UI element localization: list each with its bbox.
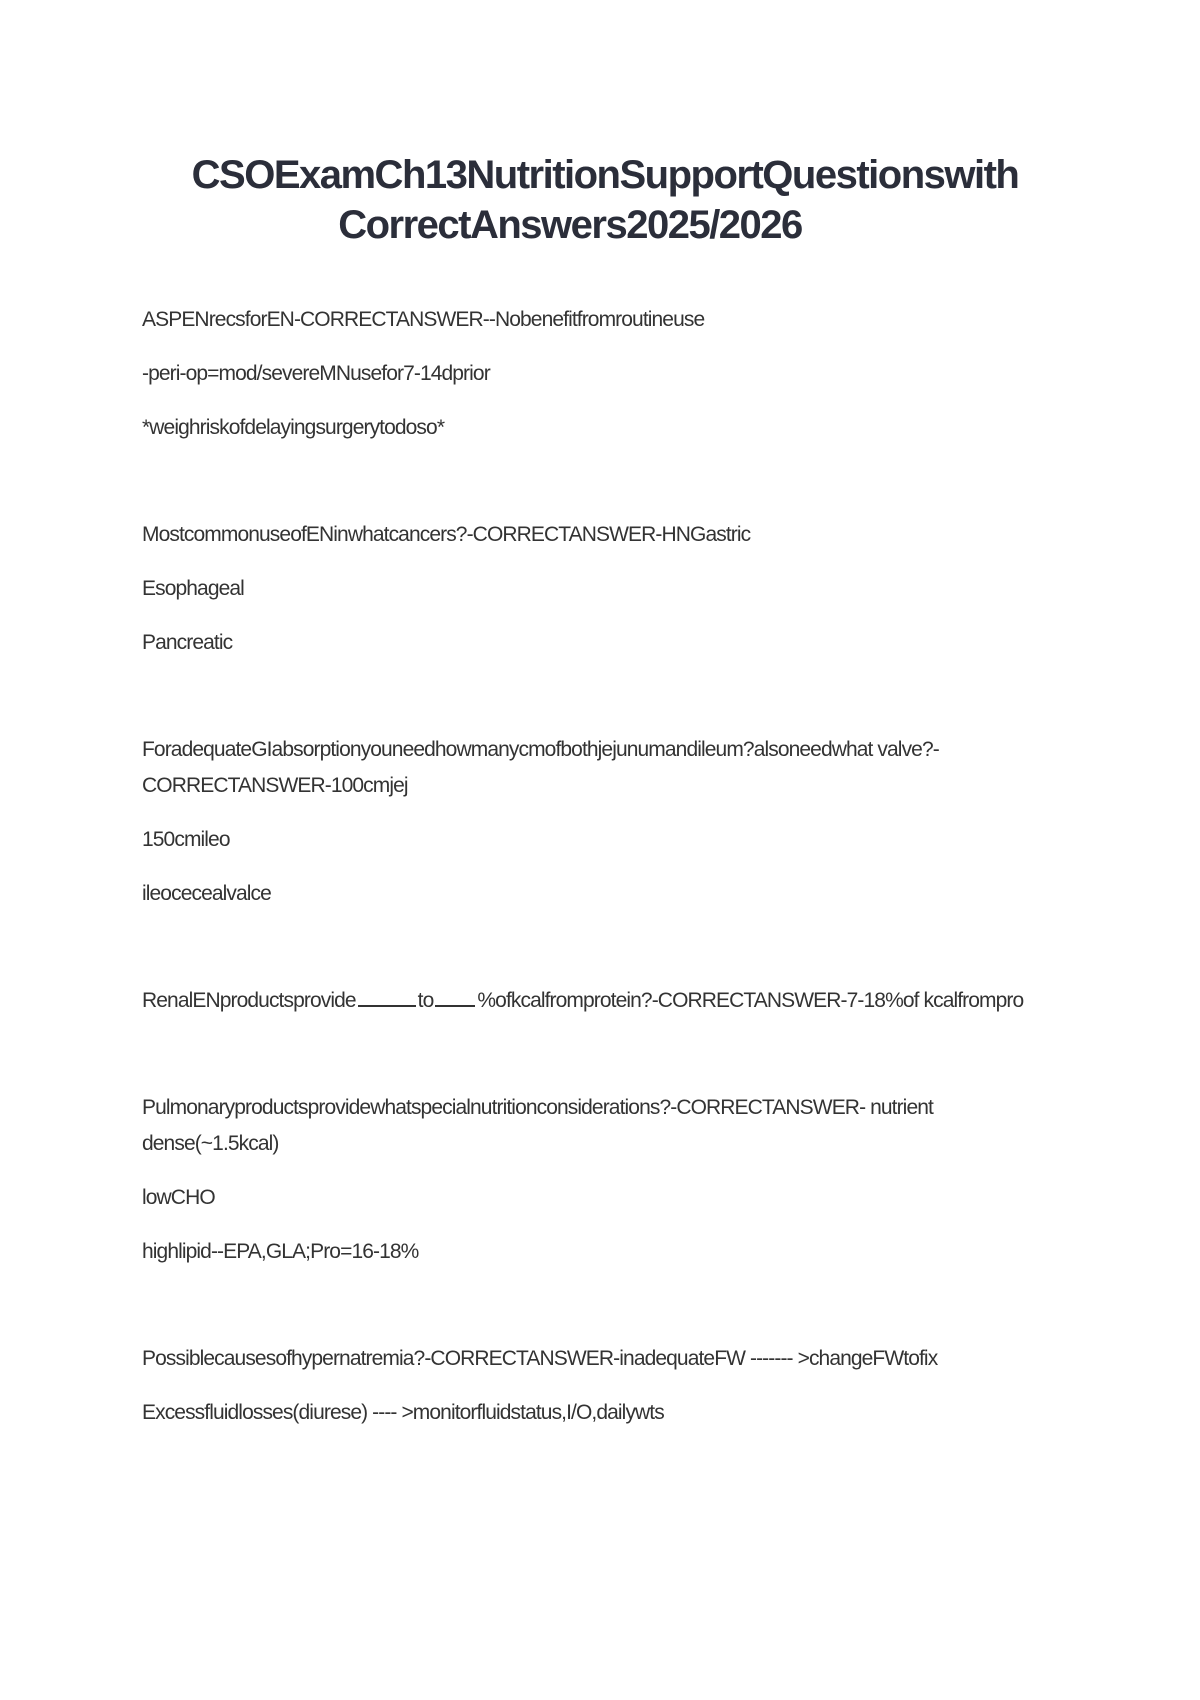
answer-text: 150cmileo (142, 828, 230, 851)
answer-text: -peri-op=mod/severeMNusefor7-14dprior (142, 362, 490, 385)
question-text-part: %ofkcalfromprotein?-CORRECTANSWER-7-18%of kcalfrompro (477, 989, 1024, 1012)
qa-item (142, 1341, 1047, 1431)
qa-item (142, 517, 1047, 661)
title-line-2: CorrectAnswers2025/2026 (338, 203, 802, 247)
question-text: MostcommonuseofENinwhatcancers?-CORRECTANSWER-HNGastric (142, 523, 751, 546)
fill-in-blank (435, 987, 475, 1007)
question-text: Possiblecausesofhypernatremia?-CORRECTANSWER-inadequateFW ------- >changeFWtofix (142, 1347, 938, 1370)
qa-list (142, 302, 1047, 1502)
qa-item (142, 302, 1047, 446)
question-text: ASPENrecsforEN-CORRECTANSWER--Nobenefitfromroutineuse (142, 308, 705, 331)
answer-text: Esophageal (142, 577, 244, 600)
answer-text: lowCHO (142, 1186, 215, 1209)
question-text: Pulmonaryproductsprovidewhatspecialnutritionconsiderations?-CORRECTANSWER- nutrient dense(~1.5kcal) (142, 1096, 933, 1155)
fill-in-blank (358, 987, 416, 1007)
answer-text: Pancreatic (142, 631, 233, 654)
document-title (0, 150, 1200, 250)
answer-text: Excessfluidlosses(diurese) ---- >monitorfluidstatus,I/O,dailywts (142, 1401, 664, 1424)
answer-text: highlipid--EPA,GLA;Pro=16-18% (142, 1240, 419, 1263)
qa-item (142, 732, 1047, 912)
qa-item (142, 1090, 1047, 1270)
question-text: ForadequateGIabsorptionyouneedhowmanycmofbothjejunumandileum?alsoneedwhat valve?-CORRECTANSWER-100cmjej (142, 738, 939, 797)
title-line-1: CSOExamCh13NutritionSupportQuestionswith (191, 153, 1019, 197)
answer-text: ileocecealvalce (142, 882, 271, 905)
question-text-part: RenalENproductsprovide (142, 989, 356, 1012)
answer-text: *weighriskofdelayingsurgerytodoso* (142, 416, 445, 439)
question-text (142, 983, 1047, 1019)
qa-item (142, 983, 1047, 1019)
question-text-part: to (417, 989, 434, 1012)
